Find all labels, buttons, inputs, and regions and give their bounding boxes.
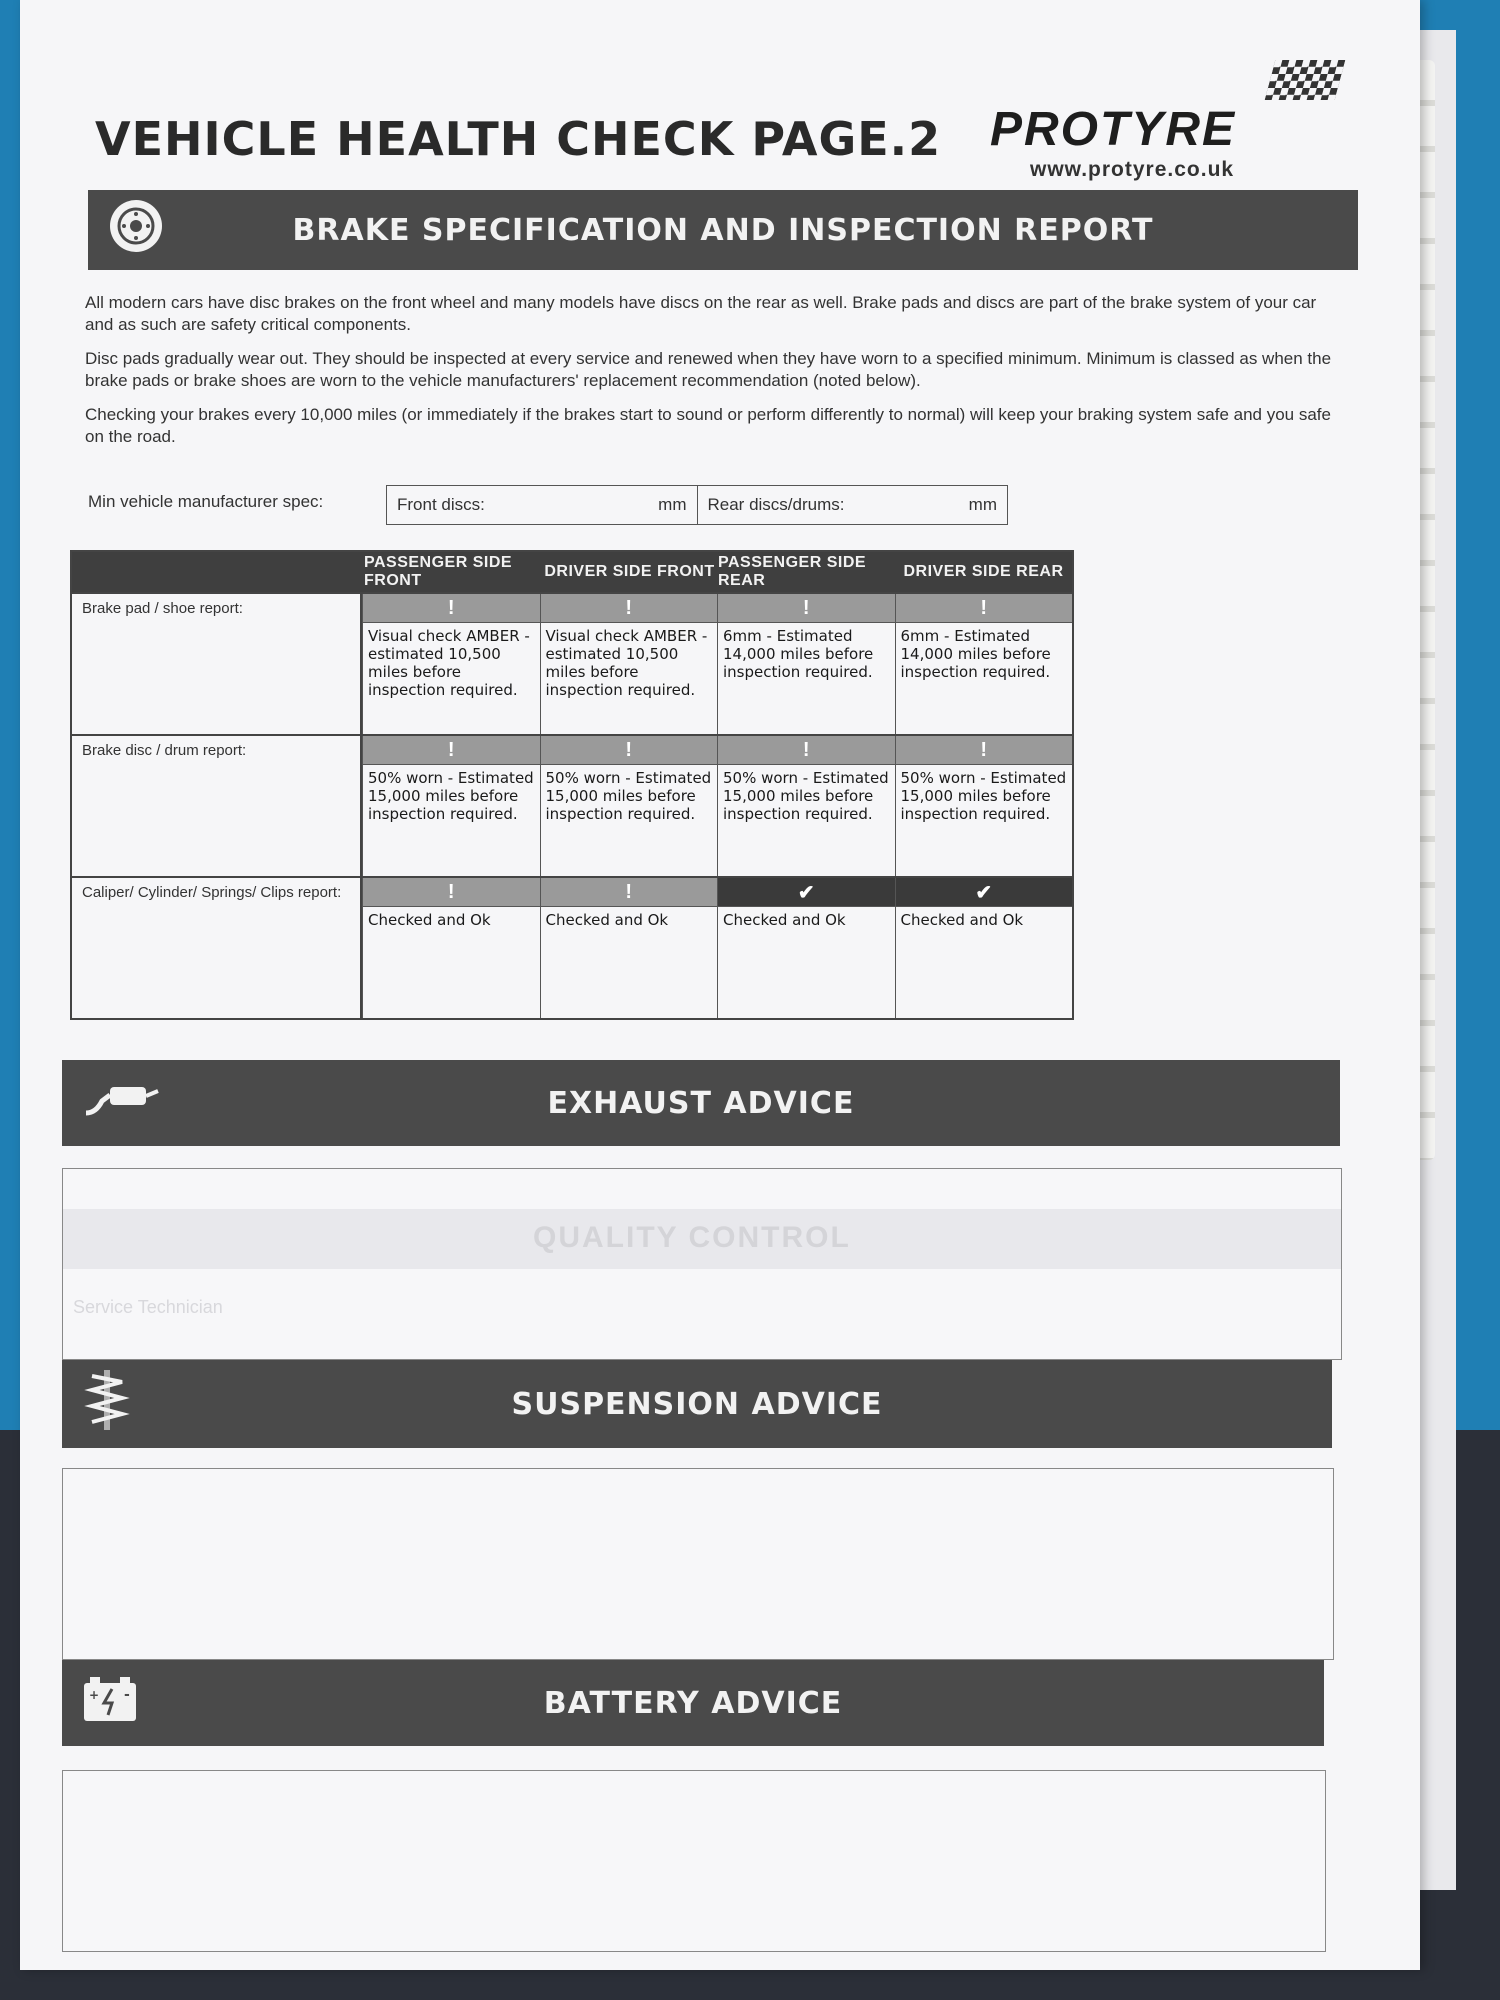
table-cell (895, 878, 1073, 1018)
table-cell (362, 736, 540, 876)
page-title: VEHICLE HEALTH CHECK PAGE.2 (95, 112, 942, 166)
exhaust-section-header (62, 1060, 1340, 1146)
show-through-text: QUALITY CONTROL (533, 1221, 851, 1254)
table-row (72, 592, 1072, 734)
document-page (20, 0, 1420, 1970)
brake-section-header (88, 190, 1358, 270)
cell-text: Checked and Ok (545, 911, 669, 929)
rear-discs-field[interactable] (697, 486, 1008, 524)
suspension-spring-icon (82, 1370, 132, 1438)
table-cell (362, 594, 540, 734)
suspension-advice-box[interactable] (62, 1468, 1334, 1660)
battery-icon (82, 1675, 138, 1731)
status-badge: ! (363, 736, 540, 765)
suspension-section-title: SUSPENSION ADVICE (511, 1386, 883, 1422)
status-badge: ! (541, 878, 718, 907)
cell-text: 50% worn - Estimated 15,000 miles before inspection required. (368, 769, 534, 823)
suspension-section-header (62, 1360, 1332, 1448)
brand-name: PROTYRE (990, 103, 1237, 156)
row-label: Brake pad / shoe report: (72, 594, 362, 734)
cell-text: Checked and Ok (723, 911, 846, 929)
row-label: Caliper/ Cylinder/ Springs/ Clips report: (72, 878, 362, 1018)
spec-label: Min vehicle manufacturer spec: (88, 492, 324, 511)
exhaust-pipe-icon (82, 1079, 162, 1127)
cell-text: 6mm - Estimated 14,000 miles before inspection required. (900, 627, 1051, 681)
cell-text: Checked and Ok (368, 911, 491, 929)
column-header: PASSENGER SIDE FRONT (364, 554, 513, 589)
table-cell (540, 736, 718, 876)
battery-advice-box[interactable] (62, 1770, 1326, 1952)
front-discs-field[interactable] (387, 486, 697, 524)
status-badge: ! (718, 594, 895, 623)
table-cell (717, 736, 895, 876)
table-cell (362, 878, 540, 1018)
rear-discs-unit: mm (968, 495, 997, 514)
column-header: DRIVER SIDE FRONT (544, 563, 715, 580)
table-cell (540, 594, 718, 734)
battery-section-title: BATTERY ADVICE (543, 1685, 843, 1721)
exhaust-advice-box[interactable] (62, 1168, 1342, 1360)
exhaust-section-title: EXHAUST ADVICE (547, 1085, 855, 1121)
cell-text: 6mm - Estimated 14,000 miles before inspection required. (723, 627, 874, 681)
brake-intro (85, 292, 1345, 460)
battery-section-header (62, 1660, 1324, 1746)
status-badge: ! (541, 594, 718, 623)
table-header (72, 552, 1072, 592)
brake-disc-icon (108, 198, 164, 262)
svg-text:+: + (89, 1688, 101, 1702)
table-row (72, 734, 1072, 876)
brake-inspection-table (70, 550, 1074, 1020)
intro-paragraph: All modern cars have disc brakes on the front wheel and many models have discs on the rear as well. Brake pads and discs are part of the brake system of your car and as such are safety critical components. (85, 293, 1317, 334)
cell-text: 50% worn - Estimated 15,000 miles before inspection required. (900, 769, 1067, 823)
table-cell (895, 594, 1073, 734)
spec-box (386, 485, 1008, 525)
cell-text: 50% worn - Estimated 15,000 miles before inspection required. (723, 769, 889, 823)
svg-text:-: - (124, 1687, 131, 1703)
status-badge: ! (896, 594, 1073, 623)
status-badge: ! (541, 736, 718, 765)
status-badge: ! (718, 736, 895, 765)
table-cell (717, 878, 895, 1018)
status-badge: ✔ (896, 878, 1073, 907)
cell-text: Visual check AMBER - estimated 10,500 miles before inspection required. (368, 627, 530, 699)
rear-discs-label: Rear discs/drums: (707, 495, 845, 514)
status-badge: ✔ (718, 878, 895, 907)
column-header: DRIVER SIDE REAR (903, 563, 1064, 580)
intro-paragraph: Checking your brakes every 10,000 miles (or immediately if the brakes start to sound or perform differently to normal) will keep your braking system safe and you safe on the road. (85, 405, 1331, 446)
cell-text: Checked and Ok (900, 911, 1024, 929)
status-badge: ! (896, 736, 1073, 765)
front-discs-unit: mm (658, 495, 687, 514)
intro-paragraph: Disc pads gradually wear out. They should be inspected at every service and renewed when they have worn to a specified minimum. Minimum is classed as when the brake pads or brake shoes are worn to the vehicle manufacturers' replacement recommendation (noted below). (85, 349, 1332, 390)
protyre-logo (970, 60, 1350, 180)
cell-text: Visual check AMBER - estimated 10,500 miles before inspection required. (545, 627, 708, 699)
brand-url: www.protyre.co.uk (1030, 158, 1235, 181)
table-cell (717, 594, 895, 734)
show-through-text: Service Technician (73, 1297, 223, 1317)
cell-text: 50% worn - Estimated 15,000 miles before inspection required. (545, 769, 712, 823)
status-badge: ! (363, 878, 540, 907)
table-cell (540, 878, 718, 1018)
column-header: PASSENGER SIDE REAR (718, 554, 867, 589)
status-badge: ! (363, 594, 540, 623)
table-row (72, 876, 1072, 1018)
checkered-flag-icon (1265, 60, 1346, 100)
row-label: Brake disc / drum report: (72, 736, 362, 876)
table-cell (895, 736, 1073, 876)
front-discs-label: Front discs: (397, 495, 485, 514)
brake-section-title: BRAKE SPECIFICATION AND INSPECTION REPORT (292, 212, 1154, 248)
